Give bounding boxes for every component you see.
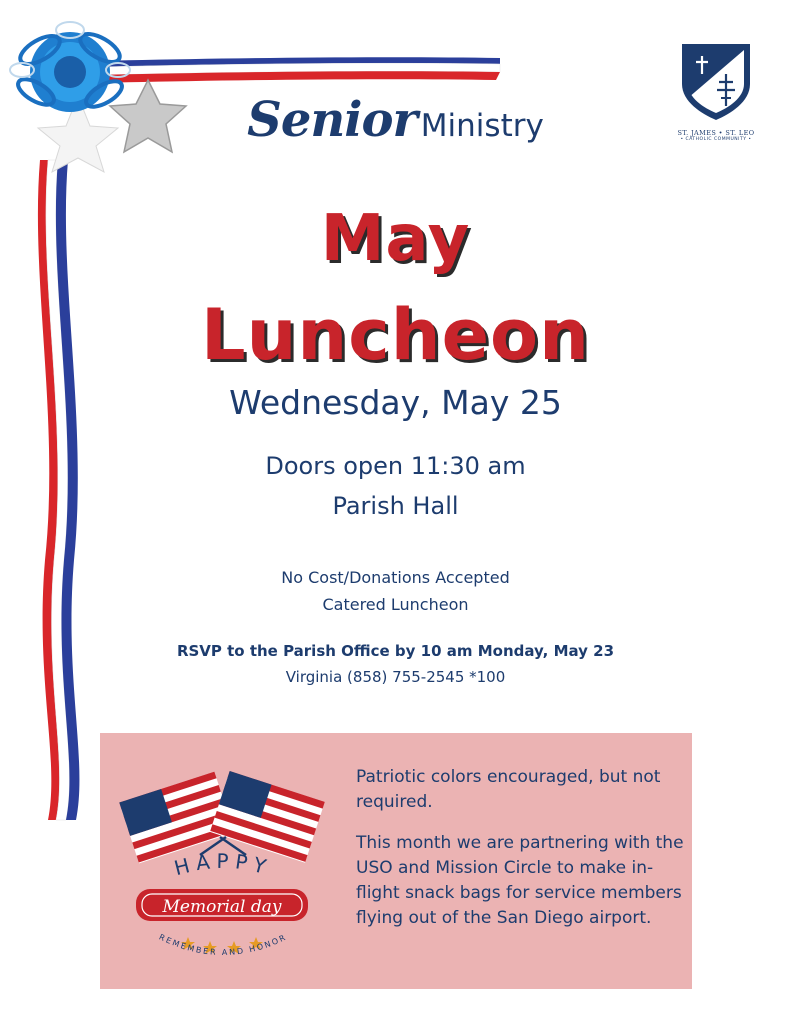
info-box bbox=[100, 733, 692, 989]
ministry-heading bbox=[0, 92, 791, 148]
partnership-note: This month we are partnering with the USO and Mission Circle to make in-flight snack bags for service members flying out of the San Diego airport. bbox=[356, 833, 684, 928]
event-date: Wednesday, May 25 bbox=[229, 383, 562, 422]
crest-label: ST. JAMES • ST. LEO bbox=[677, 129, 755, 137]
event-doors-time: Doors open 11:30 am bbox=[265, 452, 526, 480]
memorial-day-graphic bbox=[118, 755, 328, 975]
rsvp-instruction: RSVP to the Parish Office by 10 am Monday, May 23 bbox=[176, 642, 615, 660]
event-location: Parish Hall bbox=[332, 492, 459, 520]
ministry-heading-plain: Ministry bbox=[420, 108, 544, 144]
us-flag-icon bbox=[210, 771, 325, 863]
event-title-line2: Luncheon bbox=[200, 294, 590, 376]
event-catered-note: Catered Luncheon bbox=[322, 595, 469, 614]
patriotic-note: Patriotic colors encouraged, but not required. bbox=[356, 767, 661, 812]
event-title-line1: May bbox=[320, 202, 471, 276]
art-remember-text: REMEMBER AND HONOR bbox=[157, 932, 289, 958]
rsvp-contact: Virginia (858) 755-2545 *100 bbox=[285, 668, 506, 686]
info-box-text bbox=[356, 765, 686, 947]
ribbon-horizontal bbox=[60, 57, 500, 84]
event-cost-note: No Cost/Donations Accepted bbox=[281, 568, 510, 587]
crest-sublabel: • CATHOLIC COMMUNITY • bbox=[680, 137, 752, 142]
art-happy-text: HAPPY bbox=[171, 848, 275, 881]
ministry-heading-script: Senior bbox=[247, 92, 417, 148]
art-memorial-text: Memorial day bbox=[162, 897, 282, 917]
